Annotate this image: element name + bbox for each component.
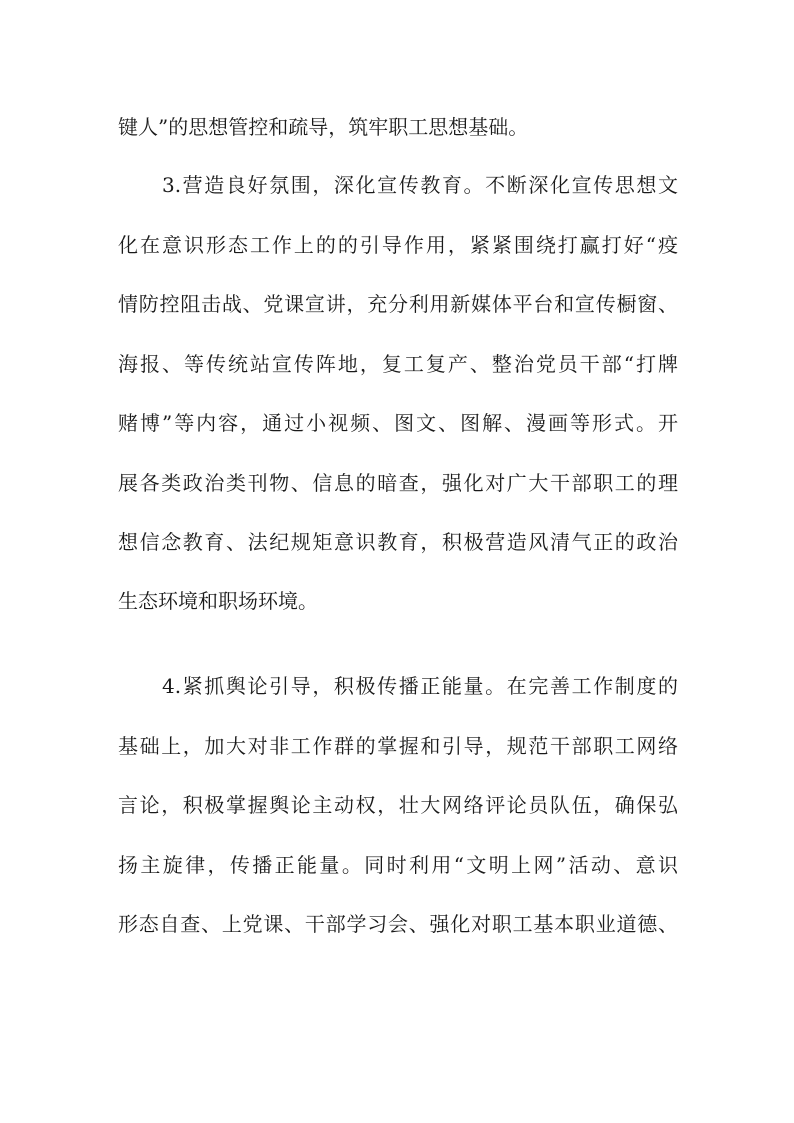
paragraph-line: 言论，积极掌握舆论主动权，壮大网络评论员队伍，确保弘 [118,793,678,817]
paragraph-line: 生态环境和职场环境。 [118,589,318,613]
paragraph-line: 扬主旋律，传播正能量。同时利用“文明上网”活动、意识 [118,853,678,877]
paragraph-line: 键人”的思想管控和疏导，筑牢职工思想基础。 [118,115,529,139]
paragraph-line: 3.营造良好氛围，深化宣传教育。不断深化宣传思想文 [162,173,678,197]
paragraph-line: 化在意识形态工作上的的引导作用，紧紧围绕打赢打好“疫 [118,233,678,257]
paragraph-line: 4.紧抓舆论引导，积极传播正能量。在完善工作制度的 [162,674,678,698]
paragraph-line: 想信念教育、法纪规矩意识教育，积极营造风清气正的政治 [118,530,678,554]
paragraph-line: 赌博”等内容，通过小视频、图文、图解、漫画等形式。开 [118,411,678,435]
paragraph-line: 展各类政治类刊物、信息的暗查，强化对广大干部职工的理 [118,471,678,495]
paragraph-line: 海报、等传统站宣传阵地，复工复产、整治党员干部“打牌 [118,352,678,376]
paragraph-line: 基础上，加大对非工作群的掌握和引导，规范干部职工网络 [118,734,678,758]
paragraph-line: 情防控阻击战、党课宣讲，充分利用新媒体平台和宣传橱窗、 [118,292,678,316]
paragraph-line: 形态自查、上党课、干部学习会、强化对职工基本职业道德、 [118,912,678,936]
